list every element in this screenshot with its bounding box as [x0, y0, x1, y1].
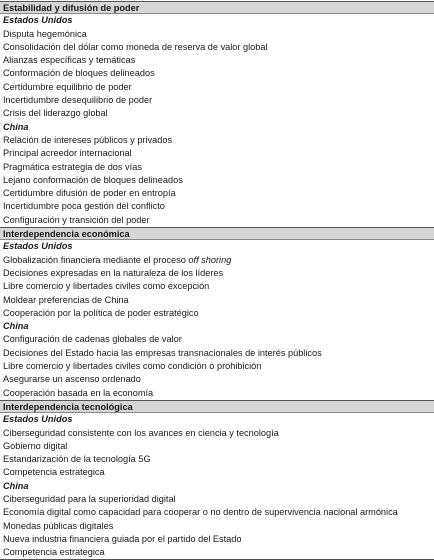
- list-item: Decisiones expresadas en la naturaleza de los líderes: [3, 267, 224, 278]
- list-item: Competencia estrategica: [0, 546, 434, 560]
- list-item: Conformación de bloques delineados: [3, 68, 155, 79]
- list-item: Libre comercio y libertades civiles como excepción: [3, 281, 210, 292]
- section-header: Interdependencia económica: [0, 227, 434, 240]
- list-item: Economía digital como capacidad para cooperar o no dentro de supervivencia nacional armónica: [3, 507, 398, 518]
- list-item: Principal acreedor internacional: [3, 148, 132, 159]
- comparison-table: [0, 1, 434, 560]
- list-item: Nueva industria financiera guiada por el partido del Estado: [3, 533, 242, 544]
- country-label: China: [3, 121, 29, 132]
- list-item: Asegurarse un ascenso ordenado: [3, 374, 141, 385]
- list-item: Crisis del liderazgo global: [3, 108, 108, 119]
- list-item: Incertidumbre poca gestión del conflicto: [3, 201, 165, 212]
- country-label: Estados Unidos: [3, 241, 73, 252]
- list-item: Estandarización de la tecnología 5G: [3, 454, 151, 465]
- list-item: Certidumbre equilibrio de poder: [3, 81, 132, 92]
- list-item: Lejano conformación de bloques delineados: [3, 174, 183, 185]
- list-item: Alianzas específicas y temáticas: [3, 55, 136, 66]
- list-item: Cooperación por la política de poder estratégico: [3, 307, 199, 318]
- list-item: Ciberseguridad consistente con los avances en ciencia y tecnología: [3, 427, 279, 438]
- country-label: Estados Unidos: [3, 414, 73, 425]
- list-item: Competencia estrategica: [3, 467, 105, 478]
- list-item: Disputa hegemónica: [3, 28, 87, 39]
- list-item-italic-term: off shoring: [188, 254, 232, 265]
- country-label: China: [3, 480, 29, 491]
- list-item: Decisiones del Estado hacia las empresas transnacionales de interés públicos: [3, 347, 322, 358]
- list-item: [0, 254, 434, 267]
- list-item: Configuración de cadenas globales de valor: [3, 334, 182, 345]
- list-item: Libre comercio y libertades civiles como condición o prohibición: [3, 361, 262, 372]
- list-item: Pragmática estrategia de dos vías: [3, 161, 142, 172]
- list-item: Incertidumbre desequilibrio de poder: [3, 95, 153, 106]
- list-item: Certidumbre difusión de poder en entropía: [3, 188, 176, 199]
- list-item: Monedas públicas digitales: [3, 520, 114, 531]
- list-item: Configuración y transición del poder: [3, 214, 150, 225]
- section-header: Estabilidad y difusión de poder: [0, 1, 434, 14]
- list-item-text: Globalización financiera mediante el proceso: [3, 254, 186, 265]
- country-label: Estados Unidos: [3, 15, 73, 26]
- list-item: Relación de intereses públicos y privados: [3, 134, 173, 145]
- list-item: Consolidación del dólar como moneda de reserva de valor global: [3, 41, 268, 52]
- list-item: Moldear preferencias de China: [3, 294, 129, 305]
- list-item: Ciberseguridad para la superioridad digital: [3, 493, 176, 504]
- list-item: Cooperación basada en la economía: [3, 387, 154, 398]
- country-label: China: [3, 321, 29, 332]
- list-item: Gobierno digital: [3, 440, 68, 451]
- section-header: Interdependencia tecnológica: [0, 400, 434, 413]
